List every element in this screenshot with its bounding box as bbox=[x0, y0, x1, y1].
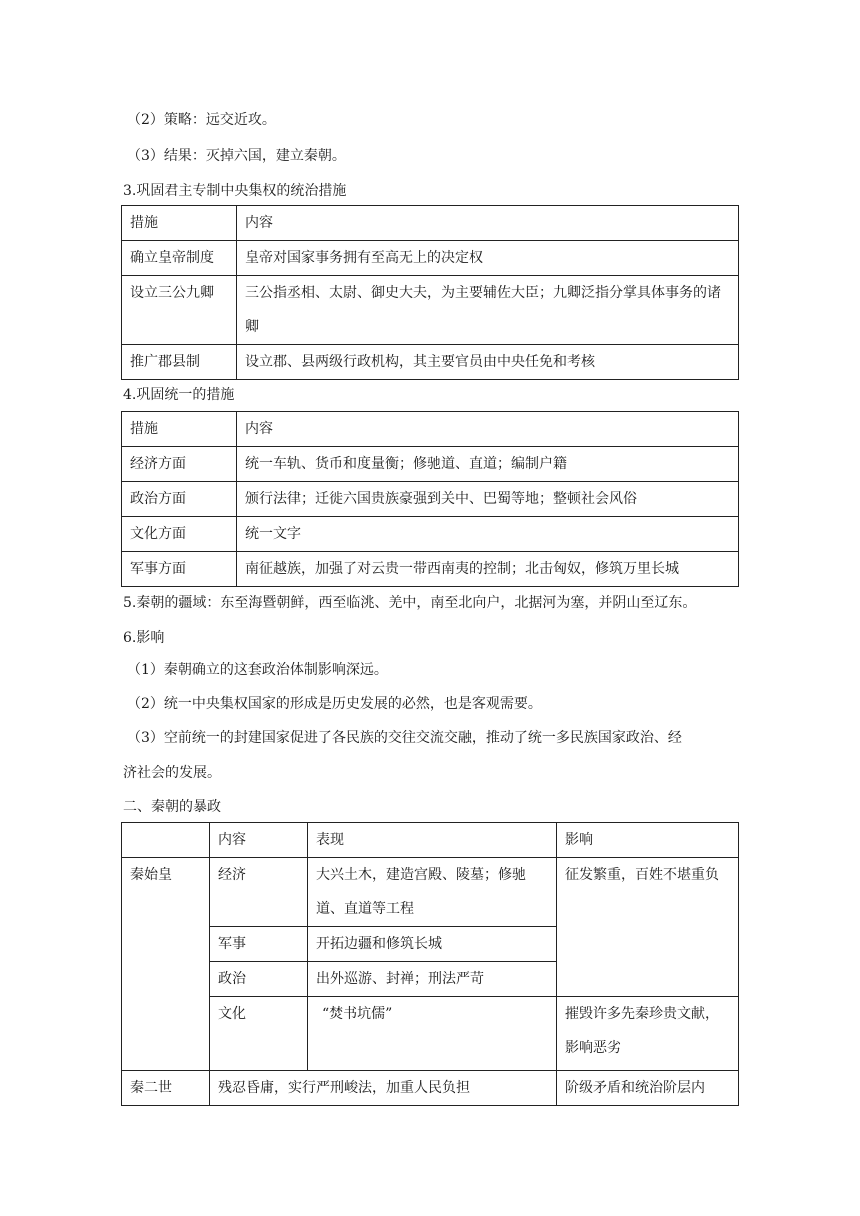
impact-cell: 阶级矛盾和统治阶层内 bbox=[557, 1071, 739, 1106]
impact-item: （1）秦朝确立的这套政治体制影响深远。 bbox=[127, 662, 388, 678]
performance-cell: “焚书坑儒” bbox=[308, 997, 557, 1071]
table-row bbox=[122, 241, 739, 276]
table-row bbox=[122, 858, 739, 927]
performance-cell: 出外巡游、封禅；刑法严苛 bbox=[308, 962, 557, 997]
performance-cell: 开拓边疆和修筑长城 bbox=[308, 927, 557, 962]
content-cell: 统一车轨、货币和度量衡；修驰道、直道；编制户籍 bbox=[237, 447, 739, 482]
table-row bbox=[122, 345, 739, 380]
measure-cell: 文化方面 bbox=[122, 517, 237, 552]
table-row bbox=[122, 517, 739, 552]
table-header-row bbox=[122, 412, 739, 447]
section6-heading: 6.影响 bbox=[123, 630, 165, 646]
content-cell: 颁行法律；迁徙六国贵族豪强到关中、巴蜀等地；整顿社会风俗 bbox=[237, 482, 739, 517]
table-header-cell: 措施 bbox=[122, 206, 237, 241]
table-row bbox=[122, 552, 739, 587]
aspect-cell: 政治 bbox=[210, 962, 308, 997]
table-header-cell: 内容 bbox=[237, 412, 739, 447]
table-row bbox=[122, 447, 739, 482]
content-cell: 三公指丞相、太尉、御史大夫，为主要辅佐大臣；九卿泛指分掌具体事务的诸卿 bbox=[237, 276, 739, 345]
measure-cell: 推广郡县制 bbox=[122, 345, 237, 380]
table-header-cell: 影响 bbox=[557, 823, 739, 858]
table-row bbox=[122, 997, 739, 1071]
performance-cell: 残忍昏庸，实行严刑峻法，加重人民负担 bbox=[210, 1071, 557, 1106]
territory-line: 5.秦朝的疆域：东至海暨朝鲜，西至临洮、羌中，南至北向户，北据河为塞，并阴山至辽东。 bbox=[123, 595, 697, 611]
tyranny-heading: 二、秦朝的暴政 bbox=[123, 799, 221, 815]
table-header-cell: 内容 bbox=[237, 206, 739, 241]
content-cell: 统一文字 bbox=[237, 517, 739, 552]
impact-item-continued: 济社会的发展。 bbox=[123, 765, 221, 781]
measure-cell: 确立皇帝制度 bbox=[122, 241, 237, 276]
table-header-cell: 内容 bbox=[210, 823, 308, 858]
result-line: （3）结果：灭掉六国，建立秦朝。 bbox=[127, 148, 346, 164]
table-header-cell: 措施 bbox=[122, 412, 237, 447]
impact-item: （2）统一中央集权国家的形成是历史发展的必然，也是客观需要。 bbox=[127, 696, 542, 712]
measure-cell: 军事方面 bbox=[122, 552, 237, 587]
impact-item: （3）空前统一的封建国家促进了各民族的交往交流交融，推动了统一多民族国家政治、经 bbox=[127, 730, 682, 746]
content-cell: 南征越族，加强了对云贵一带西南夷的控制；北击匈奴，修筑万里长城 bbox=[237, 552, 739, 587]
section3-heading: 3.巩固君主专制中央集权的统治措施 bbox=[123, 183, 347, 199]
performance-cell: 大兴土木，建造宫殿、陵墓；修驰道、直道等工程 bbox=[308, 858, 557, 927]
section4-heading: 4.巩固统一的措施 bbox=[123, 387, 235, 403]
impact-cell: 摧毁许多先秦珍贵文献，影响恶劣 bbox=[557, 997, 739, 1071]
ruler-cell: 秦始皇 bbox=[122, 858, 210, 1071]
tyranny-table bbox=[121, 822, 739, 1106]
aspect-cell: 军事 bbox=[210, 927, 308, 962]
table-header-row bbox=[122, 206, 739, 241]
content-cell: 皇帝对国家事务拥有至高无上的决定权 bbox=[237, 241, 739, 276]
table-header-cell bbox=[122, 823, 210, 858]
ruler-cell: 秦二世 bbox=[122, 1071, 210, 1106]
aspect-cell: 经济 bbox=[210, 858, 308, 927]
impact-cell: 征发繁重，百姓不堪重负 bbox=[557, 858, 739, 997]
strategy-line: （2）策略：远交近攻。 bbox=[127, 112, 276, 128]
table-row bbox=[122, 1071, 739, 1106]
aspect-cell: 文化 bbox=[210, 997, 308, 1071]
measure-cell: 政治方面 bbox=[122, 482, 237, 517]
measure-cell: 设立三公九卿 bbox=[122, 276, 237, 345]
table-row bbox=[122, 482, 739, 517]
measure-cell: 经济方面 bbox=[122, 447, 237, 482]
table-header-cell: 表现 bbox=[308, 823, 557, 858]
unification-measures-table bbox=[121, 411, 739, 587]
content-cell: 设立郡、县两级行政机构，其主要官员由中央任免和考核 bbox=[237, 345, 739, 380]
table-header-row bbox=[122, 823, 739, 858]
table-row bbox=[122, 276, 739, 345]
centralization-measures-table bbox=[121, 205, 739, 380]
